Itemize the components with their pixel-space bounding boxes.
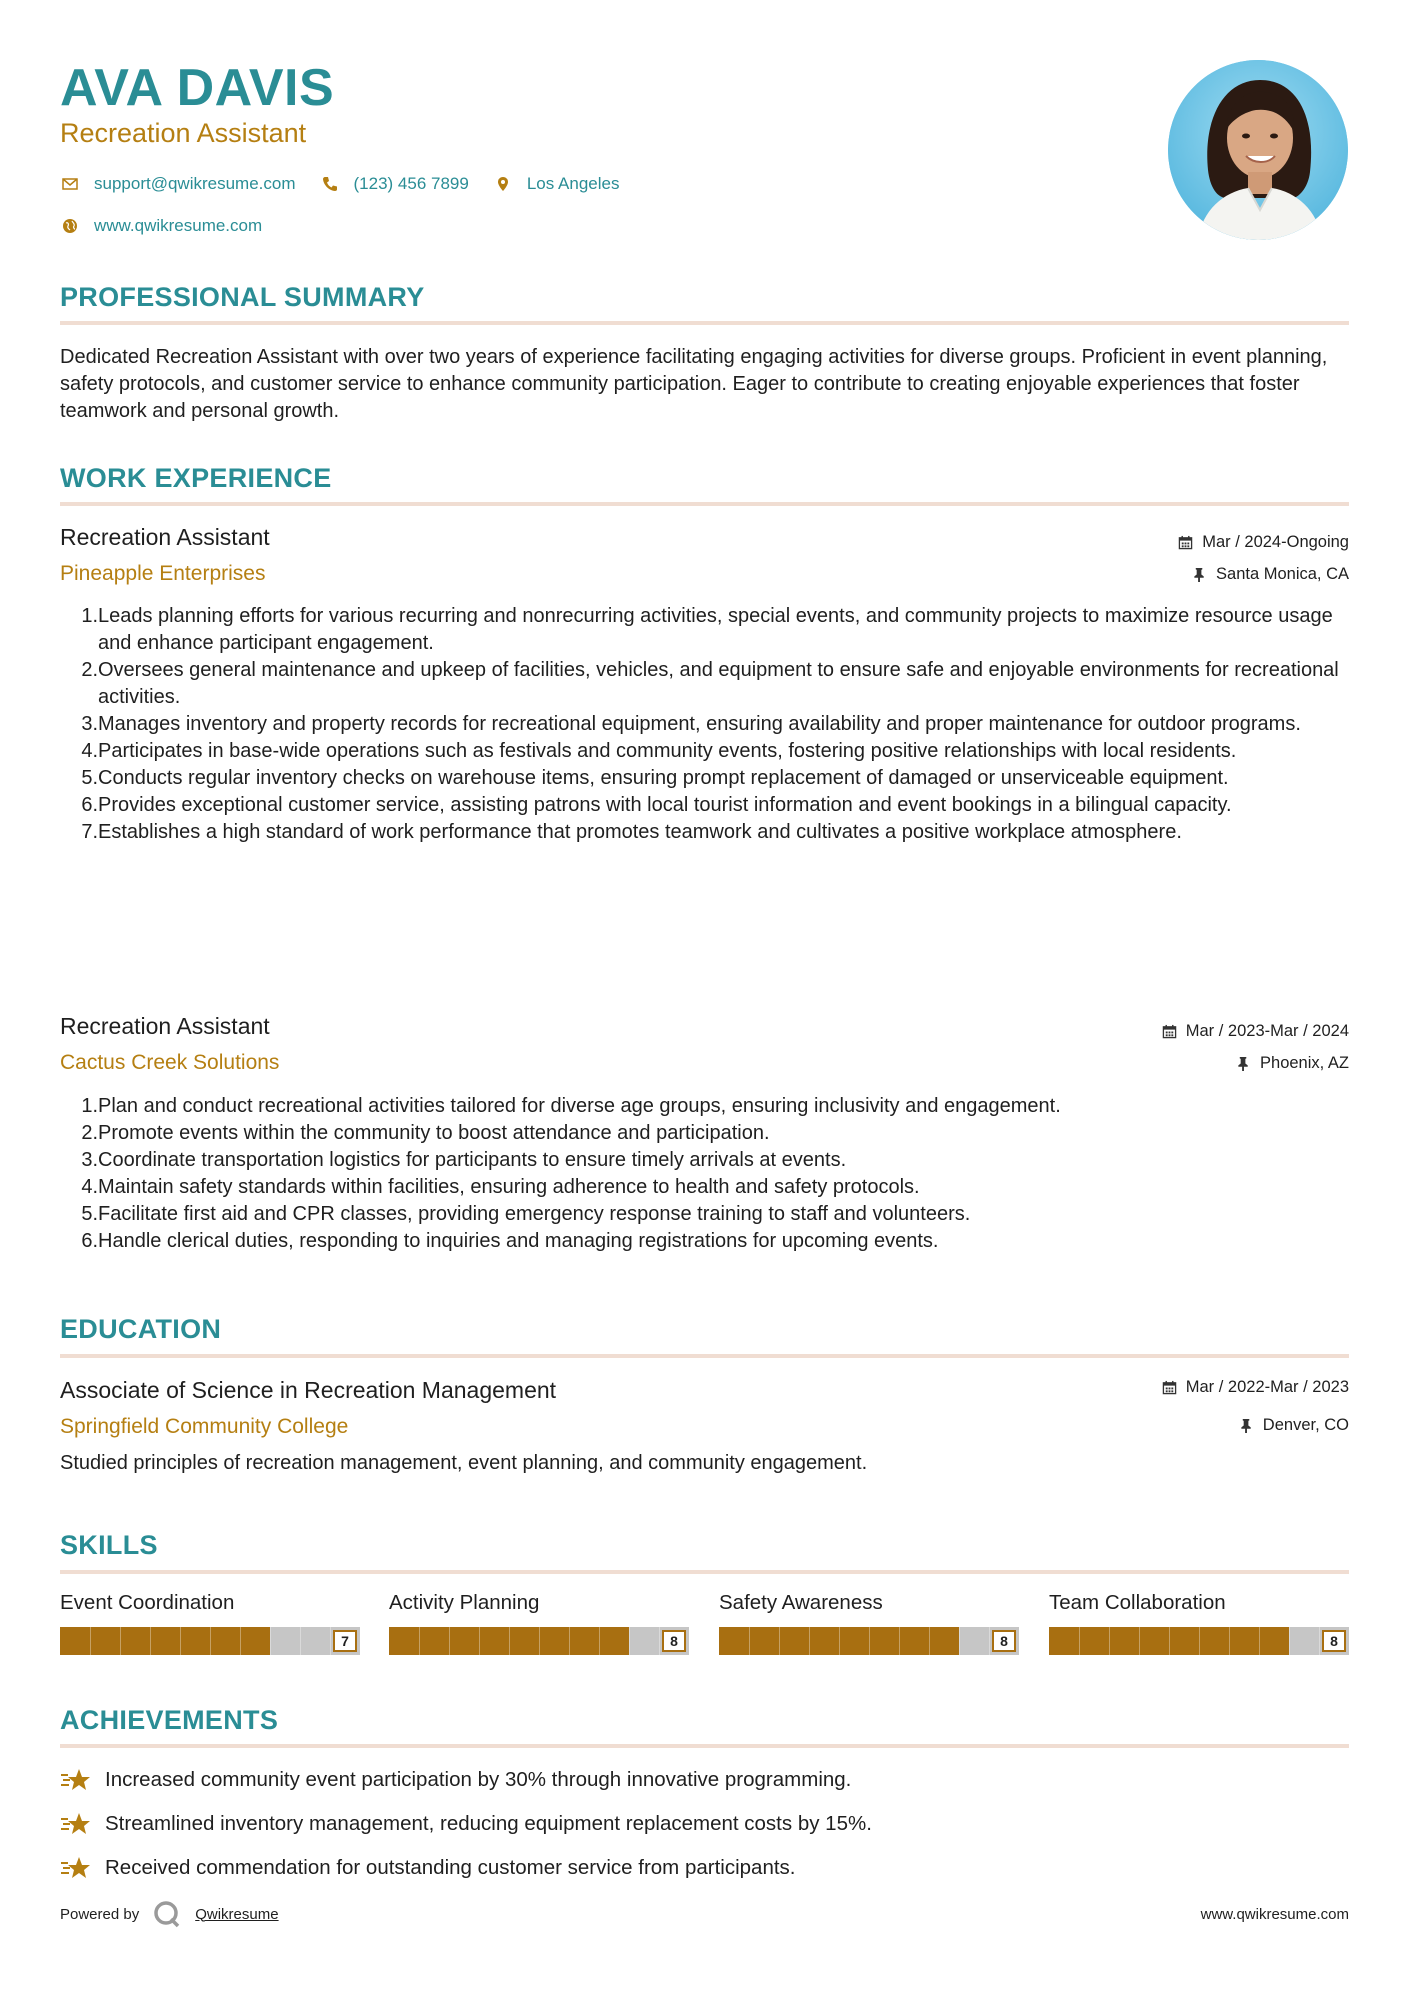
job-1-bullets [78, 603, 1349, 846]
summary-text: Dedicated Recreation Assistant with over two years of experience facilitating engaging activities for diverse groups. Proficient in event planning, safety protocols, and customer service to enhance community participation. Eager to contribute to creating enjoyable experiences that foster teamwork and personal growth. [60, 346, 1328, 422]
skill-segment [869, 1627, 870, 1655]
achievement-item [60, 1811, 872, 1837]
skill-segment [1139, 1627, 1140, 1655]
skill-segment [1319, 1627, 1320, 1655]
skills-heading: SKILLS [60, 1530, 158, 1560]
contact-row-2 [60, 214, 643, 238]
skill-segment [300, 1627, 301, 1655]
skill-segment [659, 1627, 660, 1655]
skill-level-badge: 8 [1322, 1630, 1346, 1652]
skill-segment [779, 1627, 780, 1655]
job-1-title: Recreation Assistant [60, 524, 270, 550]
star-achievement-icon [60, 1855, 92, 1881]
job-1-location-text: Santa Monica, CA [1216, 565, 1349, 583]
list-item: 6 . Handle clerical duties, responding to inquiries and managing registrations for upcoming events. [78, 1228, 1349, 1255]
pushpin-icon [1236, 1056, 1251, 1071]
job-1-company: Pineapple Enterprises [60, 562, 266, 585]
skill-segment [1289, 1627, 1290, 1655]
skill-segment [240, 1627, 241, 1655]
job-2-bullets [78, 1093, 1349, 1255]
skill-activity-planning [389, 1591, 689, 1655]
contact-block [60, 172, 643, 256]
list-item: 4 . Maintain safety standards within facilities, ensuring adherence to health and safety protocols. [78, 1174, 1349, 1201]
list-item: 3 . Manages inventory and property records for recreational equipment, ensuring availability and proper maintenance for outdoor programs. [78, 711, 1349, 738]
education-location-text: Denver, CO [1262, 1416, 1349, 1434]
summary-heading: PROFESSIONAL SUMMARY [60, 282, 425, 312]
candidate-name: AVA DAVIS [60, 59, 335, 117]
experience-divider [60, 502, 1349, 506]
education-description: Studied principles of recreation management, event planning, and community engagement. [60, 1452, 868, 1474]
skill-segment [1229, 1627, 1230, 1655]
pushpin-icon [1192, 567, 1207, 582]
skill-level-badge: 8 [992, 1630, 1016, 1652]
job-2-location [1236, 1054, 1349, 1073]
skill-segment [270, 1627, 271, 1655]
skill-segment [959, 1627, 960, 1655]
skill-segment [180, 1627, 181, 1655]
phone-icon [320, 174, 340, 194]
skill-segment [1079, 1627, 1080, 1655]
list-item: 1 . Leads planning efforts for various recurring and nonrecurring activities, special events, and community projects to maximize resource usage and enhance participant engagement. [78, 603, 1349, 657]
list-item: 5 . Facilitate first aid and CPR classes, providing emergency response training to staff and volunteers. [78, 1201, 1349, 1228]
skill-segment [629, 1627, 630, 1655]
candidate-role: Recreation Assistant [60, 118, 307, 148]
profile-photo [1168, 60, 1348, 240]
list-item: 2 . Oversees general maintenance and upkeep of facilities, vehicles, and equipment to ensure safe and enjoyable environments for recreational activities. [78, 657, 1349, 711]
qwikresume-link[interactable]: Qwikresume [195, 1905, 279, 1923]
powered-by-label: Powered by [60, 1905, 140, 1923]
list-item: 2 . Promote events within the community to boost attendance and participation. [78, 1120, 1349, 1147]
achievement-item [60, 1855, 795, 1881]
skill-name: Event Coordination [60, 1591, 235, 1614]
star-achievement-icon [60, 1767, 92, 1793]
job-2-location-text: Phoenix, AZ [1260, 1054, 1349, 1072]
list-item: 7 . Establishes a high standard of work performance that promotes teamwork and cultivates a positive workplace atmosphere. [78, 819, 1349, 846]
footer-site[interactable]: www.qwikresume.com [1200, 1906, 1349, 1923]
skill-segment [839, 1627, 840, 1655]
skill-segment [479, 1627, 480, 1655]
skill-segment [1109, 1627, 1110, 1655]
skill-segment [509, 1627, 510, 1655]
experience-heading: WORK EXPERIENCE [60, 463, 332, 493]
skill-bar [1049, 1627, 1349, 1655]
location-text: Los Angeles [526, 174, 620, 193]
contact-website[interactable] [60, 216, 262, 236]
job-1-location [1192, 565, 1349, 584]
list-item: 3 . Coordinate transportation logistics for participants to ensure timely arrivals at events. [78, 1147, 1349, 1174]
calendar-icon [1162, 1024, 1177, 1039]
skill-safety-awareness [719, 1591, 1019, 1655]
skill-level-badge: 8 [662, 1630, 686, 1652]
phone-text[interactable]: (123) 456 7899 [353, 174, 469, 193]
education-location [1239, 1416, 1349, 1435]
skill-segment [449, 1627, 450, 1655]
skill-name: Team Collaboration [1049, 1591, 1226, 1614]
education-divider [60, 1354, 1349, 1358]
star-achievement-icon [60, 1811, 92, 1837]
achievement-text: Increased community event participation by 30% through innovative programming. [105, 1768, 852, 1791]
achievement-text: Streamlined inventory management, reducing equipment replacement costs by 15%. [105, 1812, 872, 1835]
list-item: 1 . Plan and conduct recreational activities tailored for diverse age groups, ensuring inclusivity and engagement. [78, 1093, 1349, 1120]
skill-fill [60, 1627, 270, 1655]
skill-segment [330, 1627, 331, 1655]
skills-divider [60, 1570, 1349, 1574]
skill-segment [419, 1627, 420, 1655]
skill-segment [989, 1627, 990, 1655]
list-item: 6 . Provides exceptional customer service, assisting patrons with local tourist information and event bookings in a bilingual capacity. [78, 792, 1349, 819]
contact-row-1 [60, 172, 643, 196]
pushpin-icon [1239, 1418, 1254, 1433]
skill-bar [719, 1627, 1019, 1655]
education-heading: EDUCATION [60, 1314, 222, 1344]
education-school: Springfield Community College [60, 1415, 349, 1438]
skill-team-collaboration [1049, 1591, 1349, 1655]
calendar-icon [1178, 535, 1193, 550]
skill-segment [150, 1627, 151, 1655]
skill-event-coordination [60, 1591, 360, 1655]
calendar-icon [1162, 1380, 1177, 1395]
skill-segment [569, 1627, 570, 1655]
map-pin-icon [493, 174, 513, 194]
skill-segment [1259, 1627, 1260, 1655]
email-text[interactable]: support@qwikresume.com [94, 174, 296, 193]
education-degree: Associate of Science in Recreation Management [60, 1377, 557, 1403]
achievements-divider [60, 1744, 1349, 1748]
skill-segment [210, 1627, 211, 1655]
list-item: 5 . Conducts regular inventory checks on warehouse items, ensuring prompt replacement of damaged or unserviceable equipment. [78, 765, 1349, 792]
qwikresume-logo-icon [153, 1900, 181, 1928]
footer-powered-by [60, 1900, 279, 1928]
skill-name: Safety Awareness [719, 1591, 883, 1614]
achievement-item [60, 1767, 851, 1793]
skill-segment [929, 1627, 930, 1655]
job-1-dates-text: Mar / 2024-Ongoing [1202, 533, 1349, 551]
skill-level-badge: 7 [333, 1630, 357, 1652]
contact-email[interactable] [60, 174, 296, 194]
education-dates [1162, 1378, 1349, 1397]
skill-segment [749, 1627, 750, 1655]
summary-divider [60, 321, 1349, 325]
skill-segment [599, 1627, 600, 1655]
envelope-icon [60, 174, 80, 194]
skill-bar [60, 1627, 360, 1655]
job-2-dates [1162, 1022, 1349, 1041]
website-text[interactable]: www.qwikresume.com [94, 216, 263, 235]
education-dates-text: Mar / 2022-Mar / 2023 [1185, 1378, 1349, 1396]
globe-icon [60, 216, 80, 236]
job-2-dates-text: Mar / 2023-Mar / 2024 [1185, 1022, 1349, 1040]
skill-segment [539, 1627, 540, 1655]
achievements-heading: ACHIEVEMENTS [60, 1705, 279, 1735]
skill-segment [90, 1627, 91, 1655]
achievement-text: Received commendation for outstanding customer service from participants. [105, 1856, 796, 1879]
job-2-company: Cactus Creek Solutions [60, 1051, 280, 1074]
skill-segment [120, 1627, 121, 1655]
skill-bar [389, 1627, 689, 1655]
skill-segment [809, 1627, 810, 1655]
skill-segment [1199, 1627, 1200, 1655]
contact-location [493, 174, 620, 194]
skill-name: Activity Planning [389, 1591, 540, 1614]
job-1-dates [1178, 533, 1349, 552]
skill-segment [899, 1627, 900, 1655]
skill-segment [1169, 1627, 1170, 1655]
list-item: 4 . Participates in base-wide operations such as festivals and community events, fostering positive relationships with local residents. [78, 738, 1349, 765]
contact-phone[interactable] [320, 174, 469, 194]
job-2-title: Recreation Assistant [60, 1013, 270, 1039]
